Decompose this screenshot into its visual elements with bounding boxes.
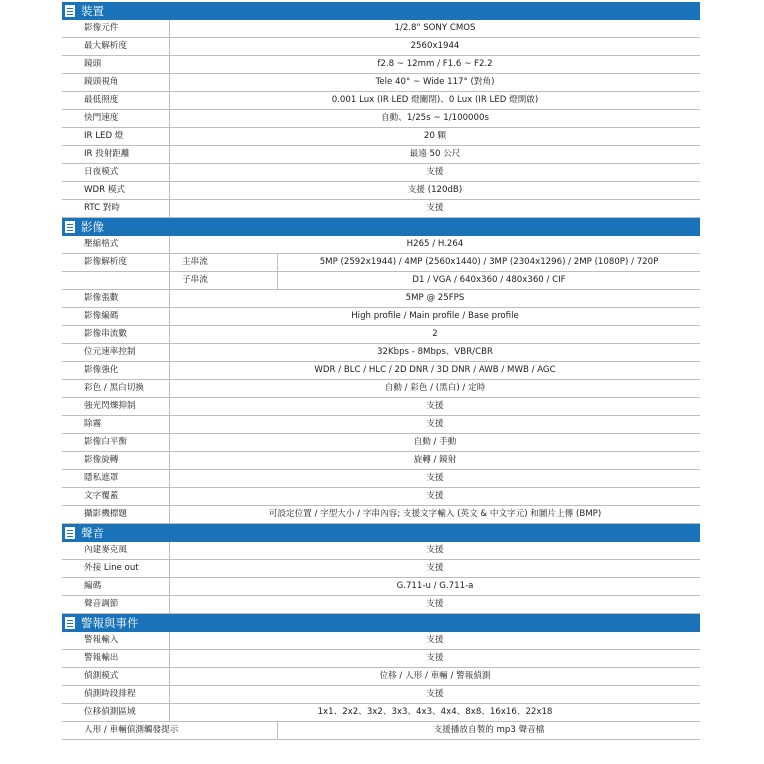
spec-label: 偵測時段排程: [62, 686, 170, 703]
spec-label: 聲音調節: [62, 596, 170, 613]
spec-label: 最大解析度: [62, 38, 170, 55]
spec-row: [62, 182, 700, 200]
spec-row: [62, 92, 700, 110]
spec-label: 影像旋轉: [62, 452, 170, 469]
spec-row: [62, 470, 700, 488]
section-title: 警報與事件: [81, 616, 139, 630]
spec-value: 支援: [426, 167, 444, 177]
spec-row: [62, 704, 700, 722]
spec-row: [62, 434, 700, 452]
section-header-alarm: [62, 614, 700, 632]
spec-label: 警報輸入: [62, 632, 170, 649]
spec-row: [62, 398, 700, 416]
spec-value: WDR / BLC / HLC / 2D DNR / 3D DNR / AWB / MWB / AGC: [314, 365, 556, 375]
spec-label: WDR 模式: [62, 182, 170, 199]
spec-row: [62, 380, 700, 398]
spec-label: 彩色 / 黑白切換: [62, 380, 170, 397]
section-title: 影像: [81, 220, 104, 234]
spec-value: 支援: [426, 473, 444, 483]
spec-value: H265 / H.264: [406, 239, 464, 249]
spec-value: 0.001 Lux (IR LED 燈關閉)、0 Lux (IR LED 燈開啟): [331, 95, 539, 105]
spec-label: 最低照度: [62, 92, 170, 109]
spec-value: 支援 (120dB): [407, 185, 463, 195]
spec-row: [62, 668, 700, 686]
spec-value: 自動 / 彩色 / (黑白) / 定時: [384, 383, 486, 393]
spec-label: 影像編碼: [62, 308, 170, 325]
spec-row: [62, 542, 700, 560]
spec-row: [62, 416, 700, 434]
spec-row: [62, 146, 700, 164]
spec-row: [62, 560, 700, 578]
spec-label: IR 投射距離: [62, 146, 170, 163]
spec-value: 支援: [426, 491, 444, 501]
spec-label: 影像張數: [62, 290, 170, 307]
section-header-audio: [62, 524, 700, 542]
spec-label: 影像元件: [62, 20, 170, 37]
spec-row: [62, 362, 700, 380]
spec-label: 影像白平衡: [62, 434, 170, 451]
spec-value: 旋轉 / 鏡射: [413, 455, 457, 465]
spec-value: 支援: [426, 563, 444, 573]
spec-label: 文字覆蓋: [62, 488, 170, 505]
spec-value: 支援: [426, 545, 444, 555]
spec-value: 自動 / 手動: [413, 437, 457, 447]
spec-row: [62, 632, 700, 650]
spec-label: 隱私遮罩: [62, 470, 170, 487]
list-icon: [65, 527, 75, 539]
spec-value: 支援: [426, 401, 444, 411]
spec-value: 支援: [426, 653, 444, 663]
spec-value: 支援: [426, 203, 444, 213]
spec-row: [62, 38, 700, 56]
spec-row: [62, 20, 700, 38]
spec-row: [62, 722, 700, 740]
spec-label: 影像強化: [62, 362, 170, 379]
spec-label: 外接 Line out: [62, 560, 170, 577]
spec-value: 1/2.8" SONY CMOS: [394, 23, 476, 33]
spec-row: [62, 74, 700, 92]
spec-value: 最遠 50 公尺: [409, 149, 461, 159]
spec-row: [62, 236, 700, 254]
spec-label: 位元速率控制: [62, 344, 170, 361]
spec-value: 可設定位置 / 字型大小 / 字串內容; 支援文字輸入 (英文 & 中文字元) 和圖片上傳 (BMP): [268, 509, 602, 519]
spec-value: Tele 40° ~ Wide 117° (對角): [375, 77, 495, 87]
spec-label: 位移偵測區域: [62, 704, 170, 721]
spec-label: 鏡頭視角: [62, 74, 170, 91]
spec-sublabel: 子串流: [170, 272, 278, 289]
spec-label: IR LED 燈: [62, 128, 170, 145]
spec-value: 5MP (2592x1944) / 4MP (2560x1440) / 3MP (2304x1296) / 2MP (1080P) / 720P: [319, 257, 659, 267]
spec-row: [62, 596, 700, 614]
spec-row: [62, 254, 700, 272]
spec-label: 人形 / 車輛偵測觸發提示: [62, 722, 278, 739]
spec-label: [62, 272, 170, 289]
spec-label: 快門速度: [62, 110, 170, 127]
spec-sheet: [62, 2, 700, 740]
spec-label: 除霧: [62, 416, 170, 433]
spec-value: 支援: [426, 635, 444, 645]
spec-label: RTC 對時: [62, 200, 170, 217]
spec-value: D1 / VGA / 640x360 / 480x360 / CIF: [412, 275, 566, 285]
spec-label: 強光閃爍抑制: [62, 398, 170, 415]
spec-label: 攝影機標題: [62, 506, 170, 523]
spec-label: 警報輸出: [62, 650, 170, 667]
spec-value: 支援: [426, 599, 444, 609]
section-title: 聲音: [81, 526, 104, 540]
spec-value: 2560x1944: [410, 41, 460, 51]
spec-label: 日夜模式: [62, 164, 170, 181]
spec-value: 2: [432, 329, 438, 339]
spec-value: High profile / Main profile / Base profile: [351, 311, 519, 321]
spec-value: 1x1、2x2、3x2、3x3、4x3、4x4、8x8、16x16、22x18: [317, 707, 553, 717]
spec-row: [62, 506, 700, 524]
spec-row: [62, 290, 700, 308]
spec-label: 影像串流數: [62, 326, 170, 343]
spec-value: 支援: [426, 689, 444, 699]
spec-value: f2.8 ~ 12mm / F1.6 ~ F2.2: [377, 59, 493, 69]
spec-row: [62, 488, 700, 506]
spec-row: [62, 128, 700, 146]
spec-value: 位移 / 人形 / 車輛 / 警報偵測: [379, 671, 491, 681]
spec-value: 支援播放自製的 mp3 聲音檔: [433, 725, 545, 735]
list-icon: [65, 5, 75, 17]
spec-value: 20 顆: [423, 131, 447, 141]
section-header-device: [62, 2, 700, 20]
section-title: 裝置: [81, 4, 104, 18]
spec-row: [62, 56, 700, 74]
spec-row: [62, 326, 700, 344]
spec-label: 偵測模式: [62, 668, 170, 685]
spec-label: 編碼: [62, 578, 170, 595]
spec-row: [62, 578, 700, 596]
spec-sublabel: 主串流: [170, 254, 278, 271]
spec-label: 內建麥克風: [62, 542, 170, 559]
spec-row: [62, 110, 700, 128]
spec-row: [62, 452, 700, 470]
spec-label: 壓縮格式: [62, 236, 170, 253]
spec-value: 5MP @ 25FPS: [405, 293, 465, 303]
list-icon: [65, 221, 75, 233]
spec-row: [62, 650, 700, 668]
spec-value: 自動、1/25s ~ 1/100000s: [381, 113, 489, 123]
spec-row: [62, 308, 700, 326]
spec-label: 鏡頭: [62, 56, 170, 73]
list-icon: [65, 617, 75, 629]
spec-row: [62, 164, 700, 182]
spec-row: [62, 272, 700, 290]
spec-row: [62, 686, 700, 704]
spec-row: [62, 344, 700, 362]
spec-label: 影像解析度: [62, 254, 170, 271]
spec-value: G.711-u / G.711-a: [396, 581, 474, 591]
section-header-video: [62, 218, 700, 236]
spec-value: 支援: [426, 419, 444, 429]
spec-value: 32Kbps - 8Mbps、VBR/CBR: [377, 347, 493, 357]
spec-row: [62, 200, 700, 218]
